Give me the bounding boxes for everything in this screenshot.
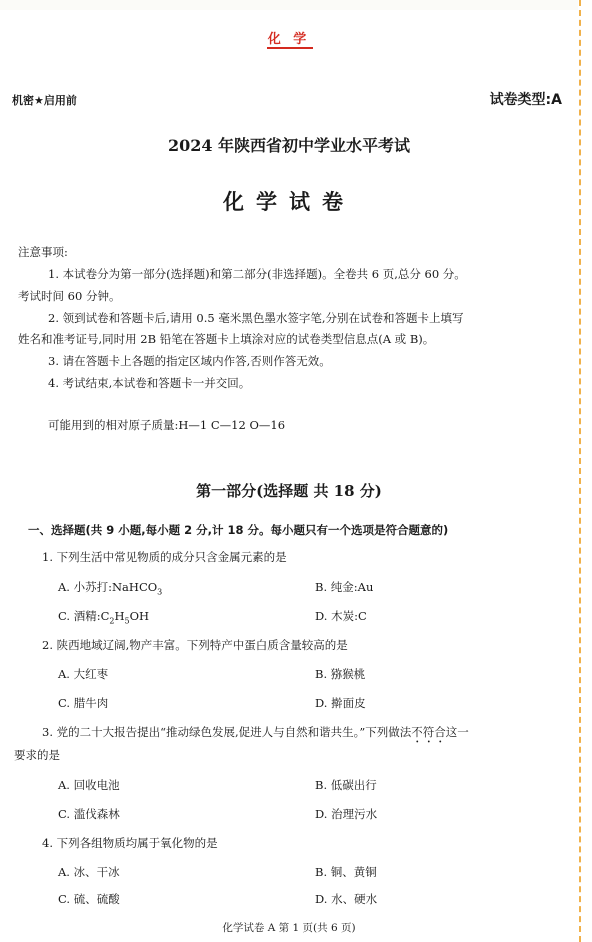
q1-option-d: D. 木炭:C [315,609,367,623]
q2-option-d: D. 擀面皮 [315,696,366,710]
q2-option-a: A. 大红枣 [58,667,109,681]
q2-option-b: B. 猕猴桃 [315,667,366,681]
q4-option-d: D. 水、硬水 [315,892,378,906]
q1-stem: 1. 下列生活中常见物质的成分只含金属元素的是 [42,550,287,564]
q1-option-b: B. 纯金:Au [315,580,374,594]
q2-option-c: C. 腊牛肉 [58,696,109,710]
q3-option-d: D. 治理污水 [315,807,378,821]
notes-heading: 注意事项: [18,245,68,259]
note-line-2: 2. 领到试卷和答题卡后,请用 0.5 毫米黑色墨水签字笔,分别在试卷和答题卡上填写 [48,311,464,325]
note-line-2-cont: 姓名和准考证号,同时用 2B 铅笔在答题卡上填涂对应的试卷类型信息点(A 或 B)。 [18,332,435,346]
exam-title: 2024 年陕西省初中学业水平考试 [167,136,411,155]
binding-dashed-border [579,0,581,942]
q3-option-b: B. 低碳出行 [315,778,377,792]
q2-stem: 2. 陕西地域辽阔,物产丰富。下列特产中蛋白质含量较高的是 [42,638,348,652]
q4-option-c: C. 硫、硫酸 [58,892,120,906]
subject-underline [267,47,313,49]
q3-option-c: C. 滥伐森林 [58,807,120,821]
confidential-label: 机密★启用前 [12,94,77,107]
q3-stem-cont: 要求的是 [14,748,60,762]
subject-header: 化 学 [267,32,311,47]
note-line-3: 3. 请在答题卡上各题的指定区域内作答,否则作答无效。 [48,354,331,368]
part1-title: 第一部分(选择题 共 18 分) [196,482,382,500]
q1-option-a: A. 小苏打:NaHCO$_3$ [58,580,163,597]
paper-title: 化学试卷 [223,190,355,214]
part1-instruction: 一、选择题(共 9 小题,每小题 2 分,计 18 分。每小题只有一个选项是符合题意的) [28,523,449,537]
q3-stem: 3. 党的二十大报告提出“推动绿色发展,促进人与自然和谐共生。”下列做法不符合这一 [42,725,469,739]
q4-stem: 4. 下列各组物质均属于氧化物的是 [42,836,218,850]
note-line-4: 4. 考试结束,本试卷和答题卡一并交回。 [48,376,251,390]
q4-option-a: A. 冰、干冰 [58,865,120,879]
paper-type-label: 试卷类型:A [489,92,562,108]
atomic-masses: 可能用到的相对原子质量:H—1 C—12 O—16 [48,418,286,432]
q4-option-b: B. 铜、黄铜 [315,865,377,879]
scan-top-band [0,0,578,10]
q3-option-a: A. 回收电池 [58,778,120,792]
emphasis-text: 不符合 [411,725,446,739]
page-footer: 化学试卷 A 第 1 页(共 6 页) [222,922,356,934]
note-line-1: 1. 本试卷分为第一部分(选择题)和第二部分(非选择题)。全卷共 6 页,总分 60 分。 [48,267,466,281]
note-line-1-cont: 考试时间 60 分钟。 [18,289,121,303]
q1-option-c: C. 酒精$:C_2H_5OH$ [58,609,150,626]
